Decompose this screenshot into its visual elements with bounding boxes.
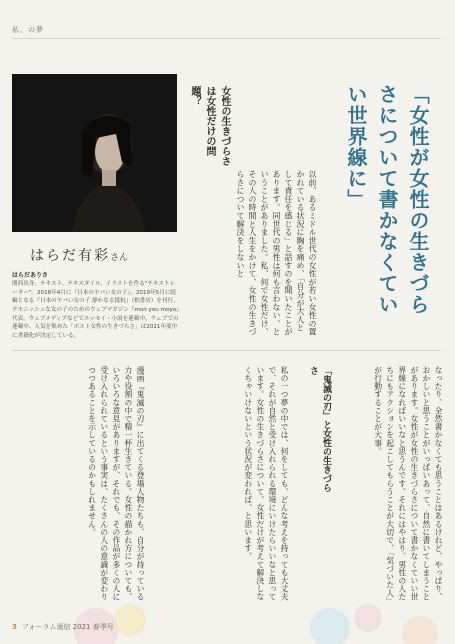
series-label: 私、の夢 [12, 26, 44, 34]
decorative-bubbles [0, 590, 455, 644]
bio-heading: はらだありさ [12, 272, 49, 279]
intro-text: 以前、あるミドル世代の女性が若い女性の置かれている状況に胸を痛め、「自分が大人として責任を感じる」と話すのを聞いたことがあります。同世代の男性は何も言わない、ということがありました。私、何で女性だけ、その人の時間と人生をかけて、女性の生きづらさについて解決をしないと [236, 170, 317, 336]
page-number: 3 [12, 623, 17, 631]
section-heading: 「鬼滅の刃」と女性の生きづらさ [308, 366, 331, 492]
lower-column-1: なったり、全然書かなくても思うことはあるけれど、やっぱり、おかしいと思うことがいっぱいあって、自然に書いてしまうことがあります。女性が女性の生きづらさについて書かなくていい世界線になればいいなと思うんです。それにはやはり、男性の人たちにもアクションを起こしてもらうことが大切で、「気づいた人」が行動することが大事。 [373, 366, 443, 602]
name-suffix: さん [110, 253, 129, 263]
mid-divider [12, 350, 441, 351]
portrait-photo [12, 74, 177, 232]
publication-name: フォーラム通信 2021 春季号 [21, 623, 114, 631]
subheading: 女性の生きづらさは女性だけの問題？ [189, 86, 230, 166]
bio-text: 関西出身。テキスト、テキスタイル、イラストを作る"テキストレーター"。2018年4月に『日本のヤバい女の子』、2019年5月に続編となる『日本のヤバい女の子 静かなる抵抗』（柏書房）を刊行。デモニッシュな女の子のためのウェブマガジン『mon you moyo』代表。ウェブメディアなどでエッセイ・小説を連載中。ウェブでの連載中、人気を集めた「ポスト女性の生きづらさ」は2021年度中に書籍化が決定している。 [12, 281, 180, 339]
name-text: はらだ有彩 [30, 248, 110, 264]
lower-column-2: 私の一つ夢の中では、何をしても、どんな考えを持っても大丈夫で、それが自然と受け入れられる環境にいけたらいいなと思っています。女性の生きづらさについて、女性だけが考えて解決しなくちゃいけないという状況が変われば、と思います。 [243, 366, 289, 601]
top-divider [12, 38, 441, 39]
page-footer [12, 622, 114, 632]
headline: 「女性が女性の生きづらさについて書かなくていい世界線に」 [344, 84, 430, 315]
lower-column-3: 漫画『鬼滅の刃』に出てくる登場人物たちも、自分が持っている力や役割の中で精一杯生きている。女性の描かれ方についても、いろいろな意見がありますが、それでも、その作品が多くの人に受け入れられているという事実は、たくさんの人の意識が変わりつつあることを示しているのかもしれません。 [87, 366, 145, 601]
portrait-illustration [12, 74, 177, 232]
person-name [30, 245, 128, 265]
